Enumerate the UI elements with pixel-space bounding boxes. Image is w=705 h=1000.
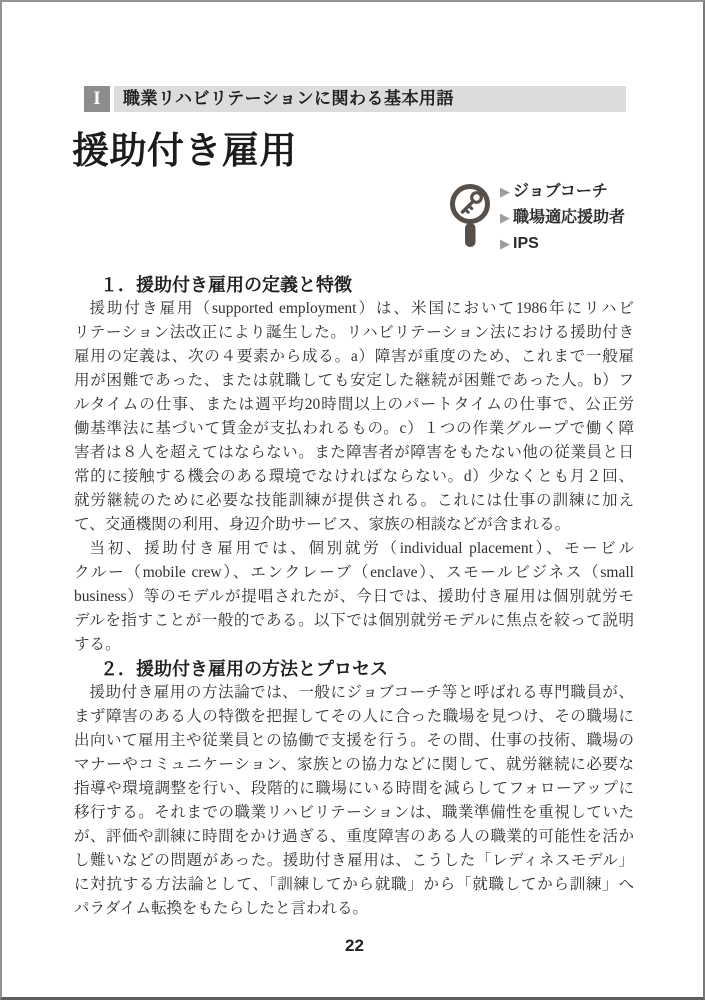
- keyword-item: [500, 205, 625, 231]
- body-line: 当初、援助付き雇用では、個別就労（individual placement）、モービル: [89, 540, 634, 557]
- page-number: 22: [345, 936, 364, 955]
- keyword-label: IPS: [513, 235, 539, 252]
- body-content: [74, 273, 634, 921]
- section-heading: ２．援助付き雇用の方法とプロセス: [100, 659, 388, 679]
- body-line: デルを指すことが一般的である。以下では個別就労モデルに焦点を絞って説明: [74, 612, 634, 629]
- body-line: 就労継続のために必要な技能訓練が提供される。これには仕事の訓練に加え: [74, 492, 634, 509]
- body-line: する。: [74, 636, 121, 653]
- body-line: 援助付き雇用の方法論では、一般にジョブコーチ等と呼ばれる専門職員が、: [89, 684, 634, 701]
- keyword-label: 職場適応援助者: [513, 209, 626, 226]
- body-line: マナーやコミュニケーション、家族との協力などに関して、就労継続に必要な: [74, 756, 634, 773]
- body-line: 常的に接触する機会のある環境でなければならない。d）少なくとも月２回、: [74, 468, 634, 485]
- body-line: し難いなどの問題があった。援助付き雇用は、こうした「レディネスモデル」: [74, 852, 634, 869]
- body-line: 指導や環境調整を行い、段階的に職場にいる時間を減らしてフォローアップに: [74, 780, 634, 797]
- section-heading: １．援助付き雇用の定義と特徴: [100, 275, 352, 295]
- chapter-title: 職業リハビリテーションに関わる基本用語: [114, 86, 626, 112]
- body-line: が、評価や訓練に時間をかけ過ぎる、重度障害のある人の職業的可能性を活か: [74, 828, 634, 845]
- body-line: 移行する。それまでの職業リハビリテーションは、職業準備性を重視していた: [74, 804, 634, 821]
- page-title: 援助付き雇用: [72, 130, 297, 171]
- paragraph: [74, 681, 634, 921]
- keywords-list: [500, 179, 625, 257]
- triangle-bullet-icon: ▶: [500, 184, 510, 199]
- body-line: 働基準法に基づいて賃金が支払われるもの。c）１つの作業グループで働く障: [74, 420, 634, 437]
- keyword-item: [500, 179, 625, 205]
- body-line: に対抗する方法論として、「訓練してから就職」から「就職してから訓練」へ: [74, 876, 634, 893]
- body-line: business）等のモデルが提唱されたが、今日では、援助付き雇用は個別就労モ: [74, 588, 634, 605]
- body-line: 援助付き雇用（supported employment）は、米国において1986年にリハビ: [89, 300, 634, 317]
- triangle-bullet-icon: ▶: [500, 236, 510, 251]
- body-line: まず障害のある人の特徴を把握してその人に合った職場を見つけ、その職場に: [74, 708, 634, 725]
- keywords-panel: [445, 179, 625, 257]
- keyword-label: ジョブコーチ: [513, 183, 608, 200]
- body-line: クルー（mobile crew）、エンクレーブ（enclave）、スモールビジネス（small: [74, 564, 634, 581]
- key-magnifier-icon: [445, 181, 499, 249]
- body-line: パラダイム転換をもたらしたと言われる。: [74, 900, 369, 917]
- body-line: ルタイムの仕事、または週平均20時間以上のパートタイムの仕事で、公正労: [74, 396, 634, 413]
- body-line: リテーション法改正により誕生した。リハビリテーション法における援助付き: [74, 324, 634, 341]
- paragraph: [74, 537, 634, 657]
- paragraph: [74, 297, 634, 537]
- body-line: て、交通機関の利用、身辺介助サービス、家族の相談などが含まれる。: [74, 516, 571, 533]
- body-line: 出向いて雇用主や従業員との協働で支援を行う。その間、仕事の技術、職場の: [74, 732, 634, 749]
- chapter-numeral: I: [84, 86, 110, 112]
- body-line: 害者は８人を超えてはならない。また障害者が障害をもたない他の従業員と日: [74, 444, 634, 461]
- chapter-bar: [84, 86, 626, 112]
- keyword-item: [500, 231, 625, 257]
- body-line: 用が困難であった、または就職しても安定した継続が困難であった人。b）フ: [74, 372, 634, 389]
- body-line: 雇用の定義は、次の４要素から成る。a）障害が重度のため、これまで一般雇: [74, 348, 634, 365]
- triangle-bullet-icon: ▶: [500, 210, 510, 225]
